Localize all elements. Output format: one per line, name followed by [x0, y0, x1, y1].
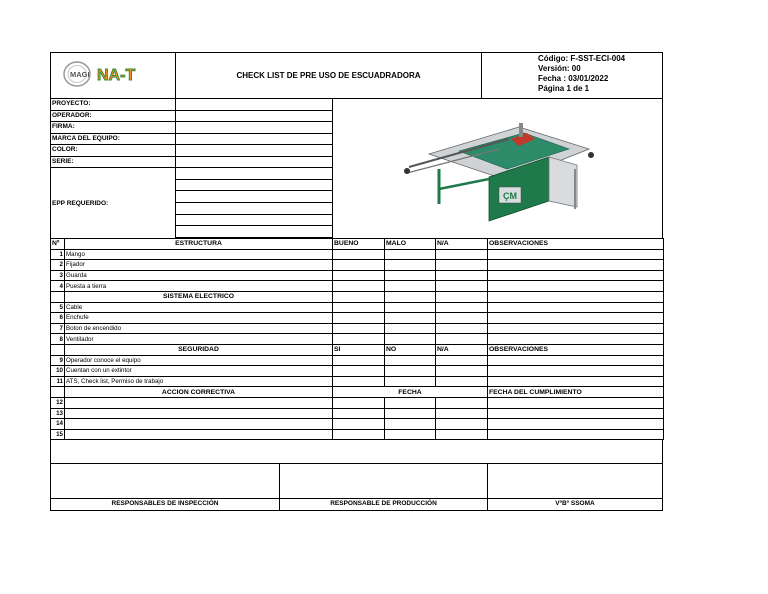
field-firma[interactable]: [176, 122, 332, 134]
table-row: [51, 429, 664, 440]
col-num-header: Nº: [51, 239, 65, 250]
field-epp-2[interactable]: [176, 180, 332, 192]
action-field[interactable]: [65, 397, 333, 408]
signature-labels: [50, 499, 663, 511]
check-bueno[interactable]: [333, 334, 385, 345]
logo-text-large: NA-T: [97, 67, 136, 84]
field-marca[interactable]: [176, 134, 332, 146]
col-fecha-header: FECHA: [333, 387, 488, 398]
observation-field[interactable]: [488, 323, 664, 334]
item-label: Ventilador: [65, 334, 333, 345]
section-title: SEGURIDAD: [65, 344, 333, 355]
document-page: Página 1 de 1: [538, 84, 590, 93]
document-date: Fecha : 03/01/2022: [538, 74, 609, 83]
checklist-sheet: [50, 52, 663, 511]
section-header-electrico: [51, 291, 664, 302]
date-field[interactable]: [385, 419, 436, 430]
label-operador: OPERADOR:: [51, 111, 175, 123]
check-na[interactable]: [436, 302, 488, 313]
check-na[interactable]: [436, 313, 488, 324]
check-bueno[interactable]: [333, 270, 385, 281]
check-no[interactable]: [385, 376, 436, 387]
check-na[interactable]: [436, 366, 488, 377]
checklist-table: [50, 238, 664, 440]
observation-field[interactable]: [488, 270, 664, 281]
check-no[interactable]: [385, 355, 436, 366]
col-no-header: NO: [385, 344, 436, 355]
table-row: [51, 260, 664, 271]
item-label: Operador conoce el equipo: [65, 355, 333, 366]
item-label: Fijador: [65, 260, 333, 271]
date-field[interactable]: [333, 429, 385, 440]
check-bueno[interactable]: [333, 249, 385, 260]
check-malo[interactable]: [385, 334, 436, 345]
table-row: [51, 281, 664, 292]
row-number: 7: [51, 323, 65, 334]
row-number: 11: [51, 376, 65, 387]
company-logo: [63, 60, 161, 88]
check-na[interactable]: [436, 281, 488, 292]
document-title: CHECK LIST DE PRE USO DE ESCUADRADORA: [176, 53, 482, 98]
date-field[interactable]: [385, 397, 436, 408]
date-field[interactable]: [333, 397, 385, 408]
col-na-header: N/A: [436, 239, 488, 250]
table-header-estructura: [51, 239, 664, 250]
info-labels: [51, 99, 176, 238]
label-epp: EPP REQUERIDO:: [52, 199, 109, 207]
field-color[interactable]: [176, 145, 332, 157]
check-si[interactable]: [333, 355, 385, 366]
item-label: Enchufe: [65, 313, 333, 324]
field-epp-3[interactable]: [176, 191, 332, 203]
check-na[interactable]: [436, 260, 488, 271]
logo-cell: [51, 53, 176, 98]
date-field[interactable]: [436, 397, 488, 408]
col-fecha-cumplimiento-header: FECHA DEL CUMPLIMIENTO: [488, 387, 664, 398]
label-serie: SERIE:: [51, 157, 175, 169]
col-observaciones-header: OBSERVACIONES: [488, 344, 664, 355]
check-bueno[interactable]: [333, 281, 385, 292]
item-label: Boton de encendido: [65, 323, 333, 334]
observation-field[interactable]: [488, 260, 664, 271]
table-row: [51, 302, 664, 313]
col-na-header: N/A: [436, 344, 488, 355]
label-ssoma: VºBº SSOMA: [555, 500, 595, 508]
field-proyecto[interactable]: [176, 99, 332, 111]
col-si-header: SI: [333, 344, 385, 355]
field-epp-4[interactable]: [176, 203, 332, 215]
check-na[interactable]: [436, 376, 488, 387]
observation-field[interactable]: [488, 334, 664, 345]
check-si[interactable]: [333, 376, 385, 387]
observation-field[interactable]: [488, 355, 664, 366]
document-control-box: [482, 53, 662, 98]
completion-date-field[interactable]: [488, 408, 664, 419]
col-malo-header: MALO: [385, 239, 436, 250]
svg-text:ÇM: ÇM: [503, 191, 517, 201]
field-operador[interactable]: [176, 111, 332, 123]
signature-area: [50, 464, 663, 499]
action-field[interactable]: [65, 408, 333, 419]
section-header-accion: [51, 387, 664, 398]
col-estructura-header: ESTRUCTURA: [65, 239, 333, 250]
check-na[interactable]: [436, 334, 488, 345]
row-number: 10: [51, 366, 65, 377]
label-produccion: RESPONSABLE DE PRODUCCIÓN: [280, 499, 488, 510]
section-title: ACCION CORRECTIVA: [65, 387, 333, 398]
check-malo[interactable]: [385, 270, 436, 281]
label-inspeccion: RESPONSABLES DE INSPECCIÓN: [51, 499, 280, 510]
completion-date-field[interactable]: [488, 419, 664, 430]
row-number: 2: [51, 260, 65, 271]
field-serie[interactable]: [176, 157, 332, 169]
item-label: Mango: [65, 249, 333, 260]
observation-field[interactable]: [488, 249, 664, 260]
item-label: Cable: [65, 302, 333, 313]
row-number: 8: [51, 334, 65, 345]
table-row: [51, 408, 664, 419]
check-malo[interactable]: [385, 313, 436, 324]
check-bueno[interactable]: [333, 302, 385, 313]
field-epp-1[interactable]: [176, 168, 332, 180]
item-label: Puesta a tierra: [65, 281, 333, 292]
document-version: Versión: 00: [538, 64, 581, 73]
item-label: ATS, Check list, Permiso de trabajo: [65, 376, 333, 387]
col-observaciones-header: OBSERVACIONES: [488, 239, 664, 250]
table-row: [51, 366, 664, 377]
check-malo[interactable]: [385, 249, 436, 260]
check-bueno[interactable]: [333, 313, 385, 324]
observation-field[interactable]: [488, 313, 664, 324]
table-row: [51, 419, 664, 430]
signature-inspeccion[interactable]: [51, 464, 280, 498]
table-row: [51, 397, 664, 408]
observation-field[interactable]: [488, 366, 664, 377]
item-label: Cuentan con un extintor: [65, 366, 333, 377]
date-field[interactable]: [385, 408, 436, 419]
row-number: 6: [51, 313, 65, 324]
table-row: [51, 355, 664, 366]
equipment-info: [50, 99, 663, 238]
check-malo[interactable]: [385, 323, 436, 334]
check-na[interactable]: [436, 323, 488, 334]
table-row: [51, 249, 664, 260]
spacer-row: [50, 440, 663, 464]
signature-produccion[interactable]: [280, 464, 488, 498]
date-field[interactable]: [333, 408, 385, 419]
document-code: Código: F-SST-ECI-004: [538, 54, 626, 63]
date-field[interactable]: [385, 429, 436, 440]
check-na[interactable]: [436, 355, 488, 366]
table-row: [51, 376, 664, 387]
row-number: 3: [51, 270, 65, 281]
check-bueno[interactable]: [333, 323, 385, 334]
row-number: 14: [51, 419, 65, 430]
col-bueno-header: BUENO: [333, 239, 385, 250]
label-firma: FIRMA:: [51, 122, 175, 134]
date-field[interactable]: [436, 408, 488, 419]
check-bueno[interactable]: [333, 260, 385, 271]
table-saw-image: [399, 109, 599, 229]
section-header-seguridad: [51, 344, 664, 355]
completion-date-field[interactable]: [488, 397, 664, 408]
check-no[interactable]: [385, 366, 436, 377]
check-malo[interactable]: [385, 260, 436, 271]
document-header: [50, 52, 663, 99]
row-number: 9: [51, 355, 65, 366]
action-field[interactable]: [65, 419, 333, 430]
observation-field[interactable]: [488, 376, 664, 387]
row-number: 5: [51, 302, 65, 313]
info-values: [176, 99, 333, 238]
date-field[interactable]: [436, 429, 488, 440]
observation-field[interactable]: [488, 302, 664, 313]
row-number: 12: [51, 397, 65, 408]
check-si[interactable]: [333, 366, 385, 377]
field-epp-6[interactable]: [176, 226, 332, 238]
check-na[interactable]: [436, 249, 488, 260]
completion-date-field[interactable]: [488, 429, 664, 440]
table-row: [51, 334, 664, 345]
field-epp-5[interactable]: [176, 215, 332, 227]
table-row: [51, 323, 664, 334]
row-number: 15: [51, 429, 65, 440]
label-proyecto: PROYECTO:: [51, 99, 175, 111]
action-field[interactable]: [65, 429, 333, 440]
logo-text-small: MAGI: [70, 70, 90, 79]
date-field[interactable]: [333, 419, 385, 430]
machine-image-cell: [333, 99, 662, 238]
row-number: 1: [51, 249, 65, 260]
label-marca: MARCA DEL EQUIPO:: [51, 134, 175, 146]
date-field[interactable]: [436, 419, 488, 430]
check-malo[interactable]: [385, 281, 436, 292]
label-color: COLOR:: [51, 145, 175, 157]
row-number: 4: [51, 281, 65, 292]
table-row: [51, 270, 664, 281]
item-label: Guarda: [65, 270, 333, 281]
table-row: [51, 313, 664, 324]
check-na[interactable]: [436, 270, 488, 281]
observation-field[interactable]: [488, 281, 664, 292]
row-number: 13: [51, 408, 65, 419]
section-title: SISTEMA ELECTRICO: [65, 291, 333, 302]
check-malo[interactable]: [385, 302, 436, 313]
